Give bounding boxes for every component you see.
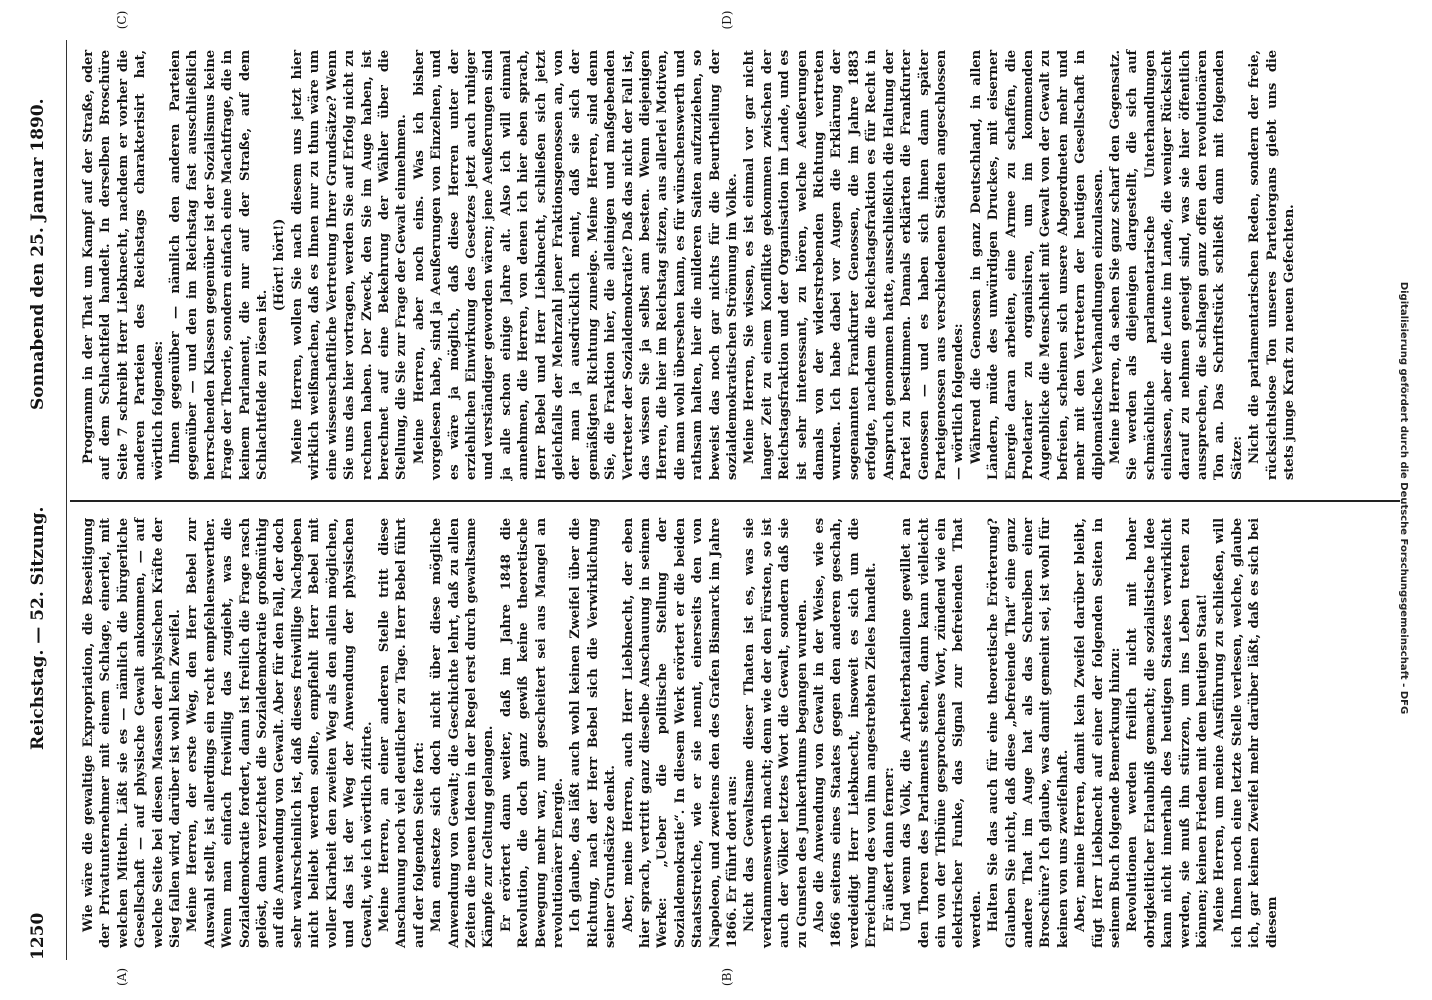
column-divider xyxy=(70,500,1400,502)
paragraph: Während die Genossen in ganz Deutschland, in allen Ländern, müde des unwürdigen Druckes, mit eiserner Energie daran arbeiten, eine Armee zu schaffen, die Proletarier zu organisiren, um im kommenden Augenblicke die Menschheit mit Gewalt von der Gewalt zu befreien, scheinen sich unsere Abgeordneten mehr und mehr mit den Vertretern der heutigen Gesellschaft in diplomatische Verhandlungen einzulassen. xyxy=(968,50,1106,480)
paragraph: Programm in der That um Kampf auf der Straße, oder auf dem Schlachtfeld handelt. In derselben Broschüre Seite 7 schreibt Herr Liebknecht, nachdem er vorher die anderen Parteien des Reichstags charakterisirt hat, wörtlich folgendes: xyxy=(81,50,166,480)
paragraph: Wie wäre die gewaltige Expropriation, die Beseitigung der Privatunternehmer mit einem Schlage, einerlei, mit welchen Mitteln. Läßt sie es — nämlich die bürgerliche Gesellschaft — auf physische Gewalt ankommen, — auf welche Seite bei diesen Massen der physischen Kräfte der Sieg fallen wird, darüber ist wohl kein Zweifel. xyxy=(81,518,184,948)
header-session: Reichstag. — 52. Sitzung. xyxy=(28,506,48,750)
paragraph: (Hört! hört!) xyxy=(272,218,288,312)
header-rule xyxy=(66,40,67,960)
paragraph: Meine Herren, wollen Sie nach diesem uns jetzt hier wirklich weißmachen, daß es Ihnen nur zu thun wäre um eine wissenschaftliche Vertretung Ihrer Grundsätze? Wenn Sie uns das hier vortragen, werden Sie auf Erfolg nicht zu rechnen haben. Der Zweck, den Sie im Auge haben, ist berechnet auf eine Bekehrung der Wähler über die Stellung, die Sie zur Frage der Gewalt einnehmen. xyxy=(289,50,410,480)
running-header xyxy=(28,0,58,1000)
paragraph: Meine Herren, Sie wissen, es ist einmal vor gar nicht langer Zeit zu einem Konflikte gekommen zwischen der Reichstagsfraktion und der Organisation im Lande, und es ist sehr interessant, zu hören, welche Aeußerungen damals von der widerstrebenden Richtung vertreten wurden. Ich habe dabei vor Augen die Erklärung der sogenannten Frankfurter Genossen, die im Jahre 1883 erfolgte, nachdem die Reichstagsfraktion es für Recht in Anspruch genommen hatte, ausschließlich die Haltung der Partei zu bestimmen. Damals erklärten die Frankfurter Genossen — und es haben sich ihnen dann später Parteigenossen aus verschiedenen Städten angeschlossen — wörtlich folgendes: xyxy=(742,50,967,480)
paragraph: Und wenn das Volk, die Arbeiterbataillone gewillet an den Thoren des Parlaments stehen, dann kann vielleicht ein von der Tribüne gesprochenes Wort, zündend wie ein elektrischer Funke, das Signal zur befreienden That werden. xyxy=(899,518,984,948)
paragraph: Ihnen gegenüber — nämlich den anderen Parteien gegenüber — und den im Reichstag fast ausschließlich herrschenden Klassen gegenüber ist der Sozialismus keine Frage der Theorie, sondern einfach eine Machtfrage, die in keinem Parlament, die nur auf der Straße, auf dem Schlachtfelde zu lösen ist. xyxy=(168,50,271,480)
header-date: Sonnabend den 25. Januar 1890. xyxy=(28,98,48,410)
paragraph: Ich glaube, das läßt auch wohl keinen Zweifel über die Richtung, nach der Herr Bebel sich die Verwirklichung seiner Grundsätze denkt. xyxy=(568,518,619,948)
paragraph: Meine Herren, da sehen Sie ganz scharf den Gegensatz. Sie werden als diejenigen dargestellt, die sich auf schmächliche parlamentarische Unterhandlungen einlassen, aber die Leute im Lande, die weniger Rücksicht darauf zu nehmen geneigt sind, was sie hier öffentlich aussprechen, die schlagen ganz offen den revolutionären Ton an. Das Schriftstück schließt dann mit folgenden Sätze: xyxy=(1107,50,1245,480)
paragraph: Meine Herren, der erste Weg, den Herr Bebel zur Auswahl stellt, ist allerdings ein recht empfehlenswerther. Wenn man einfach freiwillig das zugiebt, was die Sozialdemokratie fordert, dann ist freilich die Frage rasch gelöst, dann verzichtet die Sozialdemokratie großmüthig auf die Anwendung von Gewalt. Aber für den Fall, der doch sehr wahrscheinlich ist, daß dieses freiwillige Nachgeben nicht beliebt werden sollte, empfiehlt Herr Bebel mit voller Klarheit den zweiten Weg als den allein möglichen, und das ist der Weg der Anwendung der physischen Gewalt, wie ich wörtlich zitirte. xyxy=(185,518,375,948)
margin-marker-a: (A) xyxy=(115,967,129,987)
paragraph: Nicht die parlamentarischen Reden, sondern der freie, rücksichtslose Ton unseres Parteiorgans giebt uns die stets junge Kraft zu neuen Gefechten. xyxy=(1247,50,1298,480)
paragraph: Halten Sie das auch für eine theoretische Erörterung? Glauben Sie nicht, daß diese „befreiende That“ eine ganz andere That im Auge hat als das Schreiben einer Broschüre? Ich glaube, was damit gemeint sei, ist wohl für keinen von uns zweifelhaft. xyxy=(986,518,1071,948)
paragraph: Meine Herren, um meine Ausführung zu schließen, will ich Ihnen noch eine letzte Stelle verlesen, welche, glaube ich, gar keinen Zweifel mehr darüber läßt, daß es sich bei diesem xyxy=(1212,518,1280,948)
paragraph: Man entsetze sich doch nicht über diese mögliche Anwendung von Gewalt; die Geschichte lehrt, daß zu allen Zeiten die neuen Ideen in der Regel erst durch gewaltsame Kämpfe zur Geltung gelangen. xyxy=(429,518,497,948)
text-column-left xyxy=(80,518,1281,948)
paragraph: Nicht das Gewaltsame dieser Thaten ist es, was sie verdammenswerth macht; denn wie der den Fürsten, so ist auch der Völker letztes Wort die Gewalt, sondern daß sie zu Gunsten des Junkerthums begangen wurden. xyxy=(742,518,810,948)
paragraph: Aber, meine Herren, auch Herr Liebknecht, der eben hier sprach, vertritt ganz dieselbe Anschauung in seinem Werke: „Ueber die politische Stellung der Sozialdemokratie“. In diesem Werk erörtert er die beiden Staatsstreiche, wie er sie nennt, einerseits den von Napoleon, und zweitens den des Grafen Bismarck im Jahre 1866. Er führt dort aus: xyxy=(620,518,741,948)
digitization-credit: Digitalisierung gefördert durch die Deutsche Forschungsgemeinschaft - DFG xyxy=(1398,281,1409,715)
margin-marker-c: (C) xyxy=(115,10,129,30)
margin-marker-d: (D) xyxy=(720,10,734,30)
paragraph: Also die Anwendung von Gewalt in der Weise, wie es 1866 seitens eines Staates gegen den anderen geschah, verdeidigt Herr Liebknecht, insoweit es sich um die Erreichung des von ihm angestrebten Zieles handelt. xyxy=(812,518,880,948)
paragraph: Meine Herren, an einer anderen Stelle tritt diese Anschauung noch viel deutlicher zu Tage. Herr Bebel führt auf der folgenden Seite fort: xyxy=(376,518,427,948)
paragraph: Aber, meine Herren, damit kein Zweifel darüber bleibt, fügt Herr Liebknecht auf einer der folgenden Seiten in seinem Buch folgende Bemerkung hinzu: xyxy=(1073,518,1123,948)
paragraph: Meine Herren, aber noch eins. Was ich bisher vorgelesen habe, sind ja Aeußerungen von Einzelnen, und es wäre ja möglich, daß diese Herren unter der erziehlichen Einwirkung des Gesetzes jetzt auch ruhiger und verständiger geworden wären; jene Aeußerungen sind ja alle schon einige Jahre alt. Also ich will einmal annehmen, die Herren, von denen ich hier eben sprach, Herr Bebel und Herr Liebknecht, schließen sich jetzt gleichfalls der Mehrzahl jener Fraktionsgenossen an, von der man ja ausdrücklich meint, daß sie sich der gemäßigten Richtung zuneige. Meine Herren, sind denn Sie, die Fraktion hier, die alleinigen und maßgebenden Vertreter der Sozialdemokratie? Daß das nicht der Fall ist, das wissen Sie ja selbst am besten. Wenn diejenigen Herren, die hier im Reichstag sitzen, aus allerlei Motiven, die man wohl übersehen kann, es für wünschenswerth und rathsam halten, hier die milderen Saiten aufzuziehen, so beweist das noch gar nichts für die Beurtheilung der sozialdemokratischen Strömung im Volke. xyxy=(411,50,741,480)
margin-marker-b: (B) xyxy=(720,967,734,987)
paragraph: Er erörtert dann weiter, daß im Jahre 1848 die Revolution, die doch ganz gewiß keine theoretische Bewegung mehr war, nur gescheitert sei aus Mangel an revolutionärer Energie. xyxy=(498,518,566,948)
page-number: 1250 xyxy=(28,912,48,960)
text-column-right xyxy=(80,50,1298,480)
paragraph: Revolutionen werden freilich nicht mit hoher obrigkeitlicher Erlaubniß gemacht; die sozialistische Idee kann nicht innerhalb des heutigen Staates verwirklicht werden, sie muß ihn stürzen, um ins Leben treten zu können; keinen Frieden mit dem heutigen Staat! xyxy=(1125,518,1210,948)
paragraph: Er äußert dann ferner: xyxy=(881,767,897,932)
